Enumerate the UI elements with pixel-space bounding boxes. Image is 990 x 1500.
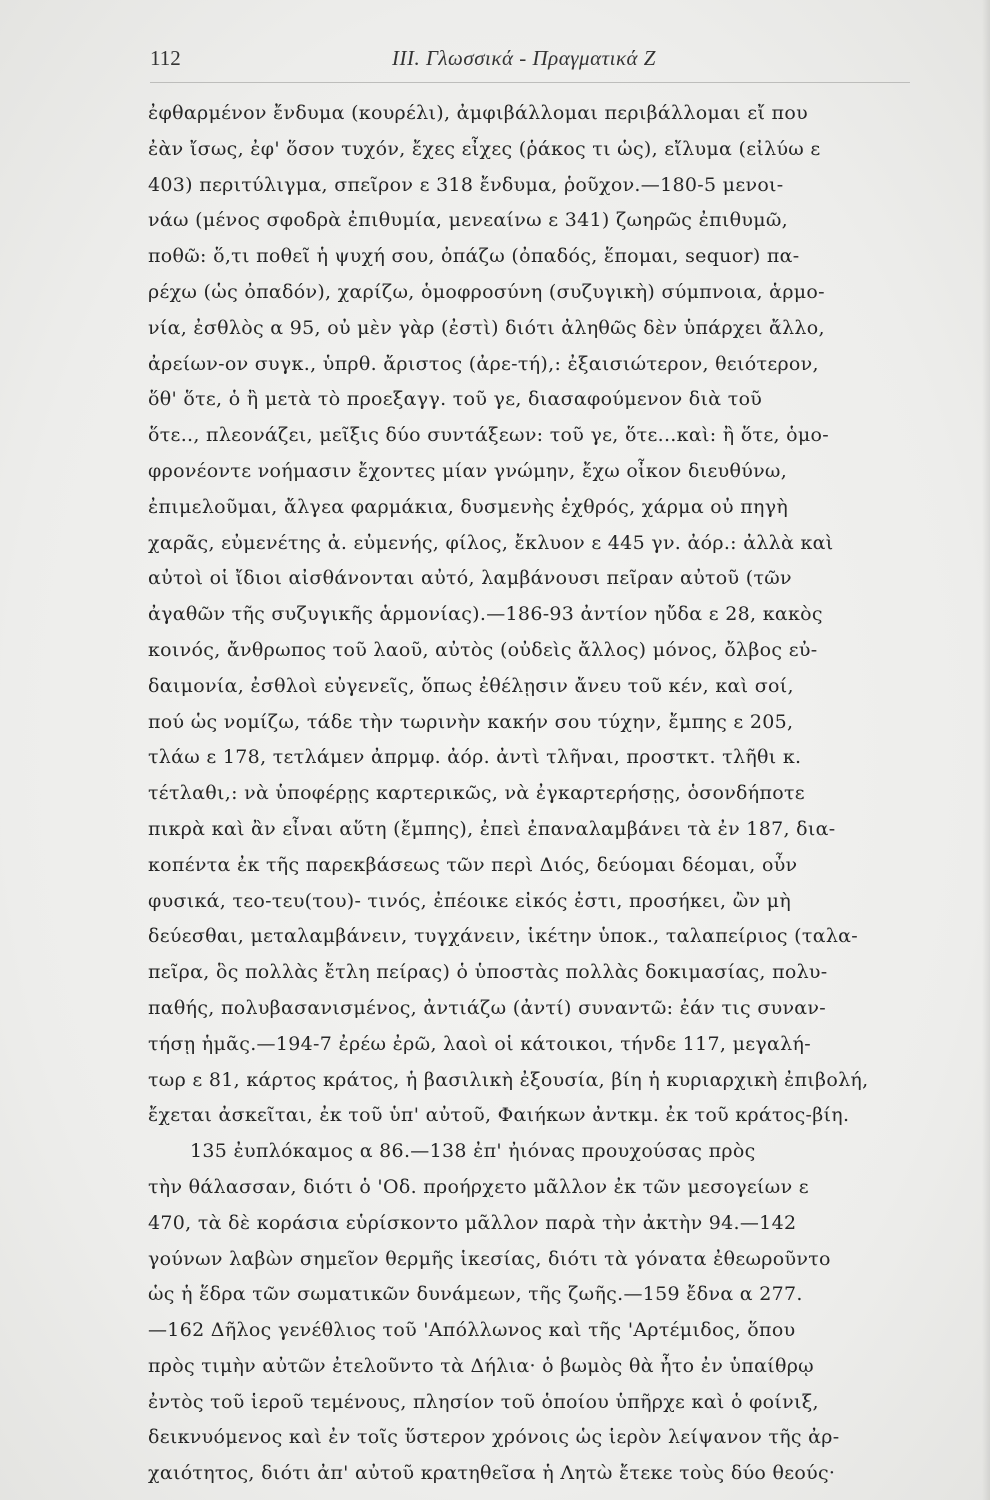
text-line: ἀγαθῶν τῆς συζυγικῆς ἁρμονίας).—186-93 ἀντίον ηὔδα ε 28, κακὸς: [148, 603, 823, 626]
text-line: τὴν θάλασσαν, διότι ὁ 'Οδ. προήρχετο μᾶλλον ἐκ τῶν μεσογείων ε: [148, 1175, 809, 1198]
running-head: ΙΙΙ. Γλωσσικά - Πραγματικά Ζ: [392, 46, 656, 70]
text-line: τήσῃ ἡμᾶς.—194-7 ἐρέω ἐρῶ, λαοὶ οἱ κάτοικοι, τήνδε 117, μεγαλή-: [148, 1032, 811, 1055]
text-line: ἐὰν ἴσως, ἐφ' ὅσον τυχόν, ἔχες εἶχες (ῥάκος τι ὡς), εἴλυμα (εἰλύω ε: [148, 137, 821, 160]
text-line: πεῖρα, ὃς πολλὰς ἔτλη πείρας) ὁ ὑποστὰς πολλὰς δοκιμασίας, πολυ-: [148, 961, 828, 984]
text-line: τωρ ε 81, κάρτος κράτος, ἡ βασιλικὴ ἐξουσία, βίη ἡ κυριαρχικὴ ἐπιβολή,: [148, 1068, 869, 1091]
body-text: [148, 96, 908, 1492]
text-line: 403) περιτύλιγμα, σπεῖρον ε 318 ἔνδυμα, ῥοῦχον.—180-5 μενοι-: [148, 173, 784, 196]
text-line: γούνων λαβὼν σημεῖον θερμῆς ἱκεσίας, διότι τὰ γόνατα ἐθεωροῦντο: [148, 1247, 831, 1270]
text-line: αὐτοὶ οἱ ἴδιοι αἰσθάνονται αὐτό, λαμβάνουσι πεῖραν αὐτοῦ (τῶν: [148, 567, 792, 590]
text-line: —162 Δῆλος γενέθλιος τοῦ 'Απόλλωνος καὶ τῆς 'Αρτέμιδος, ὅπου: [148, 1319, 796, 1342]
text-line: νάω (μένος σφοδρὰ ἐπιθυμία, μενεαίνω ε 341) ζωηρῶς ἐπιθυμῶ,: [148, 209, 788, 232]
text-line: ὅθ' ὅτε, ὁ ἢ μετὰ τὸ προεξαγγ. τοῦ γε, διασαφούμενον διὰ τοῦ: [148, 388, 763, 411]
text-line: ἔχεται ἀσκεῖται, ἐκ τοῦ ὑπ' αὐτοῦ, Φαιήκων ἀντκμ. ἐκ τοῦ κράτος-βίη.: [148, 1104, 850, 1127]
text-line: κοπέντα ἐκ τῆς παρεκβάσεως τῶν περὶ Διός, δεύομαι δέομαι, οὖν: [148, 853, 798, 876]
text-line: ἐντὸς τοῦ ἱεροῦ τεμένους, πλησίον τοῦ ὁποίου ὑπῆρχε καὶ ὁ φοίνιξ,: [148, 1390, 819, 1413]
text-line: νία, ἐσθλὸς α 95, οὐ μὲν γὰρ (ἐστὶ) διότι ἀληθῶς δὲν ὑπάρχει ἄλλο,: [148, 316, 825, 339]
text-line: πού ὡς νομίζω, τάδε τὴν τωρινὴν κακήν σου τύχην, ἔμπης ε 205,: [148, 710, 794, 733]
text-line: ρέχω (ὡς ὀπαδόν), χαρίζω, ὁμοφροσύνη (συζυγικὴ) σύμπνοια, ἁρμο-: [148, 280, 825, 303]
text-line: ὅτε.., πλεονάζει, μεῖξις δύο συντάξεων: τοῦ γε, ὅτε...καὶ: ἢ ὅτε, ὁμο-: [148, 424, 829, 447]
page-edge-shadow: [982, 0, 990, 1500]
text-line: τλάω ε 178, τετλάμεν ἀπρμφ. ἀόρ. ἀντὶ τλῆναι, προστκτ. τλῆθι κ.: [148, 746, 802, 769]
text-line: χαρᾶς, εὐμενέτης ἀ. εὐμενής, φίλος, ἔκλυον ε 445 γν. ἀόρ.: ἀλλὰ καὶ: [148, 531, 834, 554]
text-line: πικρὰ καὶ ἂν εἶναι αὕτη (ἔμπης), ἐπεὶ ἐπαναλαμβάνει τὰ ἐν 187, δια-: [148, 817, 836, 840]
text-line: παθής, πολυβασανισμένος, ἀντιάζω (ἀντί) συναντῶ: ἐάν τις συναν-: [148, 996, 826, 1019]
text-line: δεικνυόμενος καὶ ἐν τοῖς ὕστερον χρόνοις ὡς ἱερὸν λείψανον τῆς ἀρ-: [148, 1426, 840, 1449]
text-line: ἐπιμελοῦμαι, ἄλγεα φαρμάκια, δυσμενὴς ἐχθρός, χάρμα οὐ πηγὴ: [148, 495, 789, 518]
text-line: τέτλαθι,: νὰ ὑποφέρῃς καρτερικῶς, νὰ ἐγκαρτερήσῃς, ὁσονδήποτε: [148, 782, 805, 805]
text-line: ποθῶ: ὅ,τι ποθεῖ ἡ ψυχή σου, ὀπάζω (ὀπαδός, ἕπομαι, sequor) πα-: [148, 245, 800, 268]
text-line: δεύεσθαι, μεταλαμβάνειν, τυγχάνειν, ἱκέτην ὑποκ., ταλαπείριος (ταλα-: [148, 925, 859, 948]
text-line: πρὸς τιμὴν αὐτῶν ἐτελοῦντο τὰ Δήλια· ὁ βωμὸς θὰ ἦτο ἐν ὑπαίθρῳ: [148, 1354, 814, 1377]
text-line: δαιμονία, ἐσθλοὶ εὐγενεῖς, ὅπως ἐθέλῃσιν ἄνευ τοῦ κέν, καὶ σοί,: [148, 674, 794, 697]
text-line: χαιότητος, διότι ἀπ' αὐτοῦ κρατηθεῖσα ἡ Λητὼ ἔτεκε τοὺς δύο θεούς·: [148, 1462, 836, 1485]
header-rule: [150, 82, 910, 83]
text-line: κοινός, ἄνθρωπος τοῦ λαοῦ, αὐτὸς (οὐδεὶς ἄλλος) μόνος, ὄλβος εὐ-: [148, 638, 818, 661]
text-line: ἐφθαρμένον ἔνδυμα (κουρέλι), ἀμφιβάλλομαι περιβάλλομαι εἴ που: [148, 102, 808, 124]
paragraph-start-line: 135 ἐυπλόκαμος α 86.—138 ἐπ' ἠιόνας προυχούσας πρὸς: [190, 1140, 756, 1163]
text-line: φρονέοντε νοήμασιν ἔχοντες μίαν γνώμην, ἔχω οἶκον διευθύνω,: [148, 459, 788, 482]
text-line: ἀρείων-ον συγκ., ὑπρθ. ἄριστος (ἀρε-τή),: ἐξαισιώτερον, θειότερον,: [148, 352, 819, 375]
text-line: φυσικά, τεο-τευ(του)- τινός, ἐπέοικε εἰκός ἐστι, προσήκει, ὢν μὴ: [148, 889, 792, 912]
page-number: 112: [150, 46, 181, 70]
text-line: ὡς ἡ ἕδρα τῶν σωματικῶν δυνάμεων, τῆς ζωῆς.—159 ἔδνα α 277.: [148, 1283, 803, 1306]
text-line: 470, τὰ δὲ κοράσια εὑρίσκοντο μᾶλλον παρὰ τὴν ἀκτὴν 94.—142: [148, 1211, 797, 1234]
page-header: [150, 42, 910, 82]
